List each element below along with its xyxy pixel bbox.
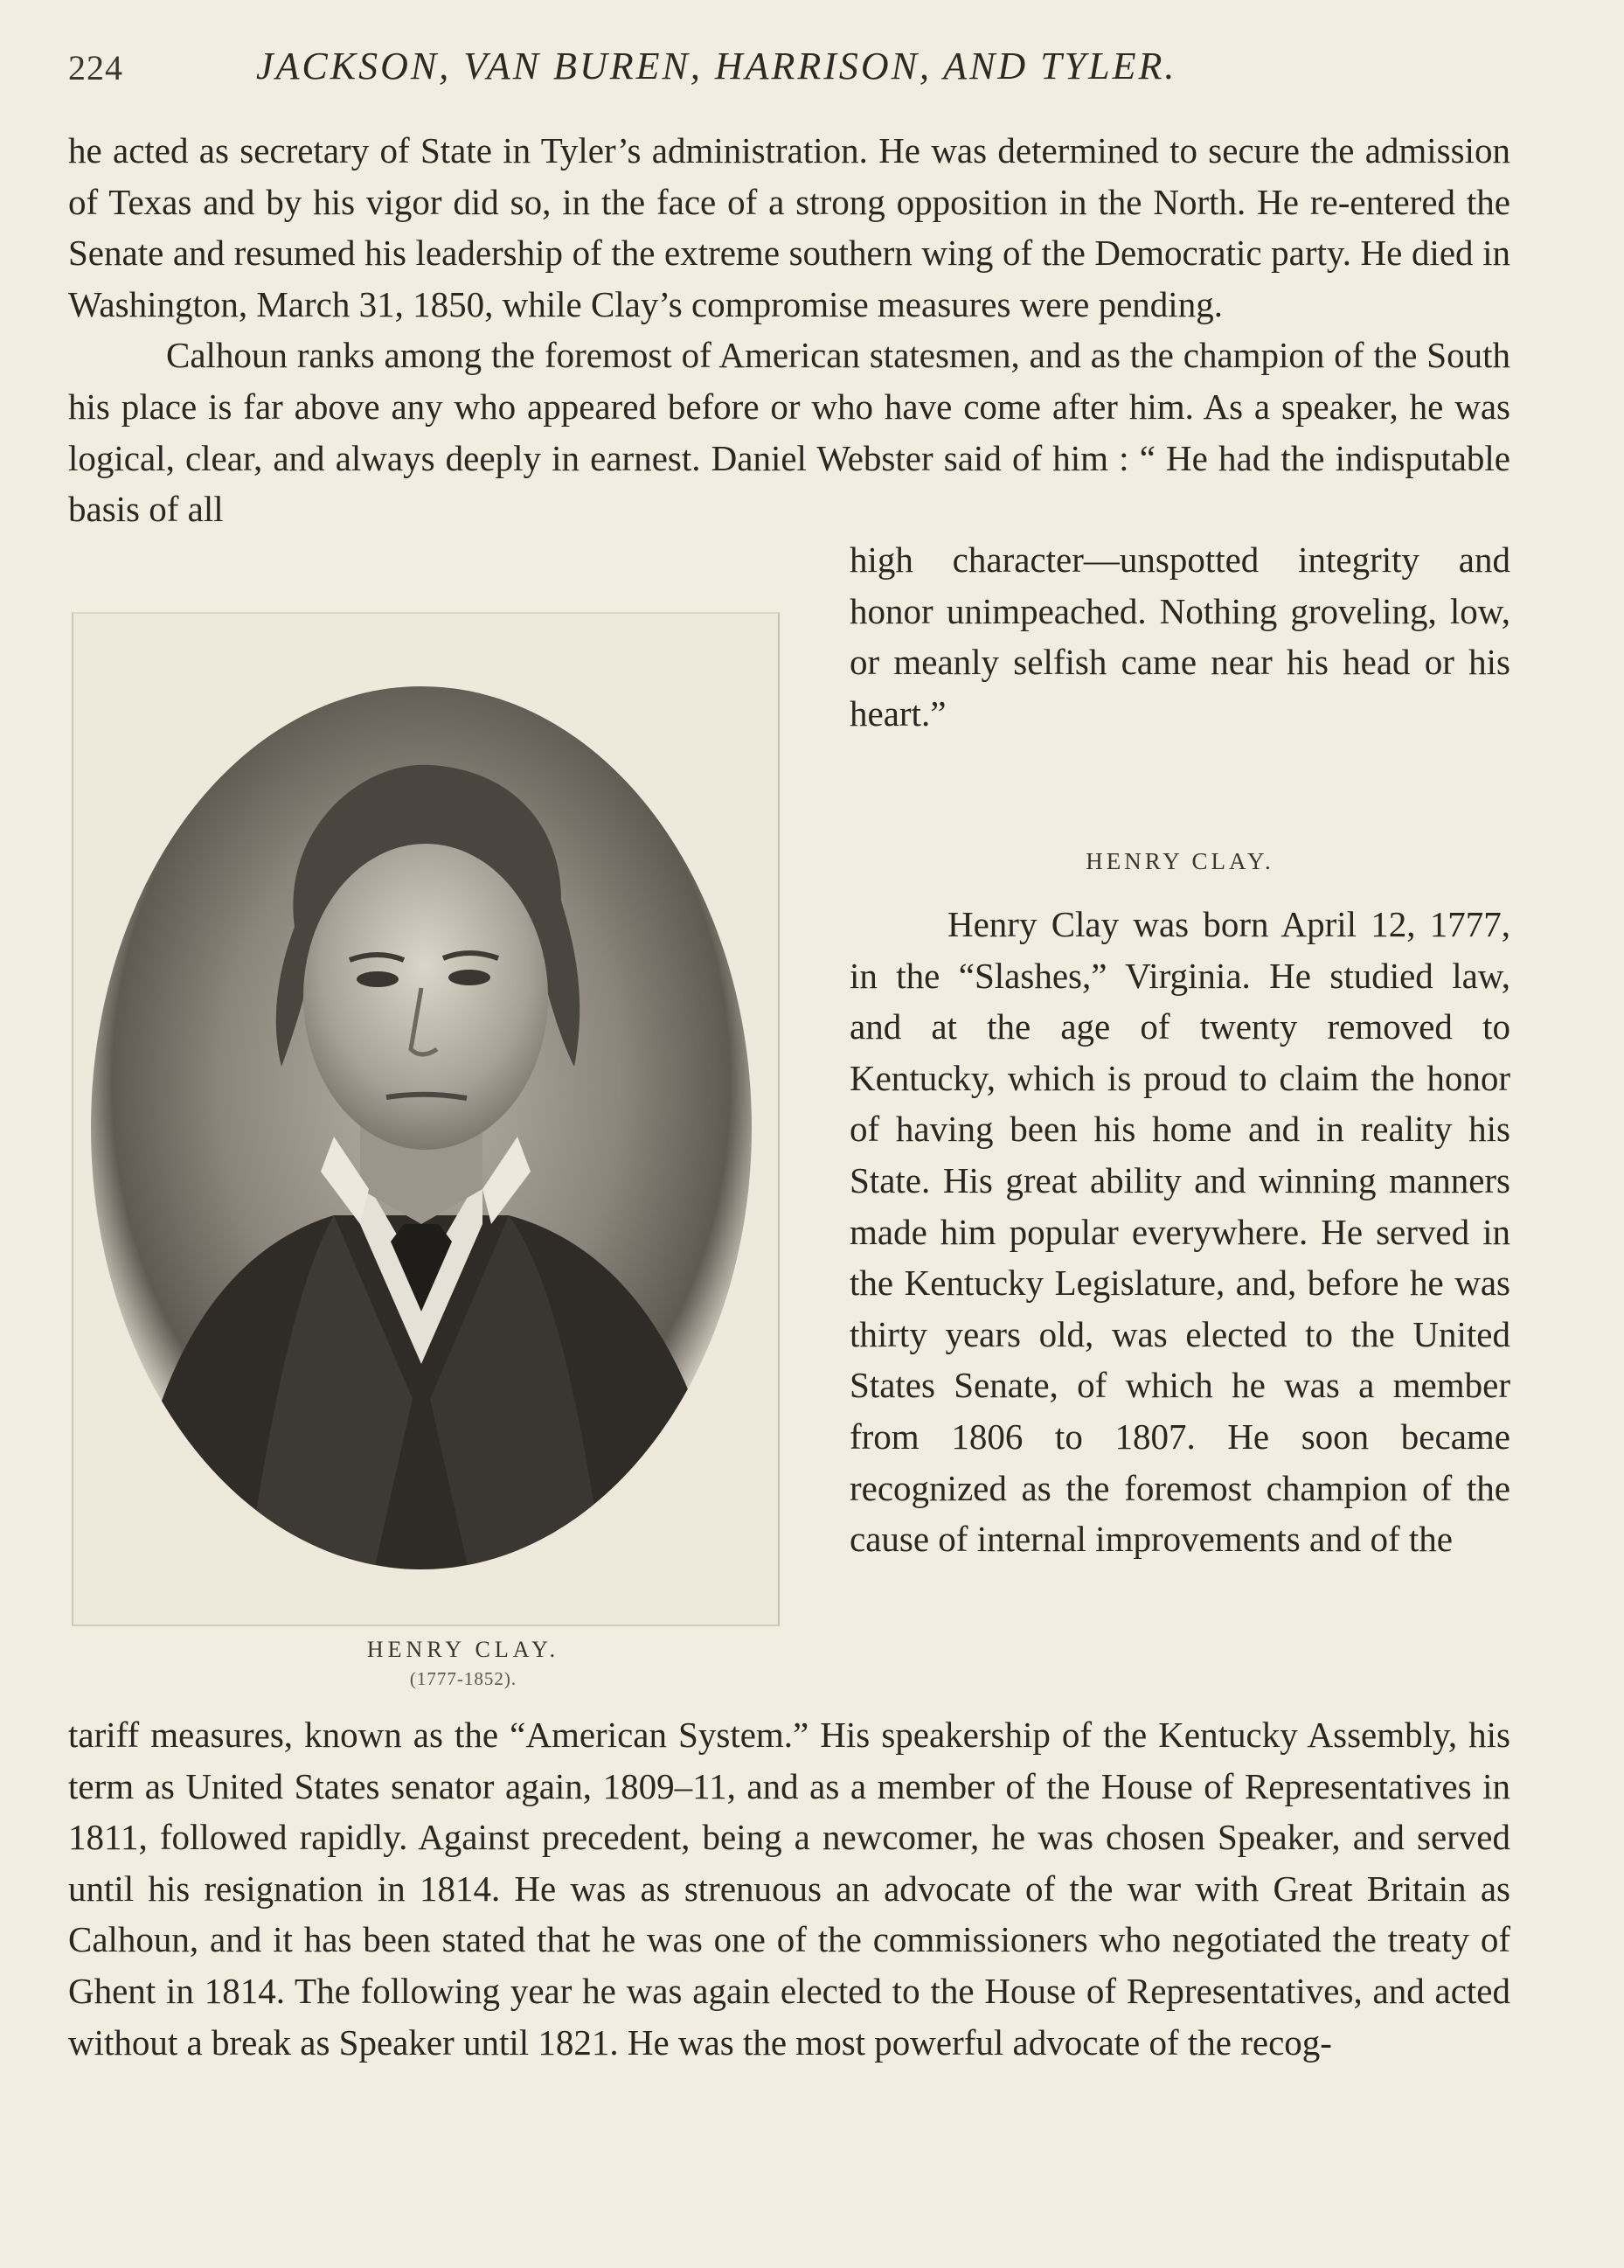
paragraph-calhoun-rank: Calhoun ranks among the foremost of American statesmen, and as the champion of the South his place is far above any who appeared before or who have come after him. As a speaker, he was logical, clear, and always deeply in earnest. Daniel Webster said of him : “ He had the indisputable basis of all bbox=[68, 335, 1510, 530]
figure-caption-name: HENRY CLAY. bbox=[366, 1637, 560, 1662]
page-header bbox=[68, 42, 1502, 103]
top-text-block bbox=[68, 125, 1510, 535]
side-text-block-calhoun bbox=[850, 534, 1510, 739]
bottom-text-block bbox=[68, 1709, 1510, 2068]
paragraph-calhoun-end: he acted as secretary of State in Tyler’s administration. He was determined to secure the admission of Texas and by his vigor did so, in the face of a strong opposition in the North. He re-entered the Senate and resumed his leadership of the extreme southern wing of the Democratic party. He died in Washington, March 31, 1850, while Clay’s compromise measures were pending. bbox=[68, 130, 1510, 324]
side-text-block-clay bbox=[850, 899, 1510, 1565]
figure-caption-years: (1777-1852). bbox=[409, 1668, 517, 1689]
portrait-figure bbox=[72, 612, 780, 1626]
paragraph-clay-intro: Henry Clay was born April 12, 1777, in the “Slashes,” Virginia. He studied law, and at the age of twenty removed to Kentucky, which is proud to claim the honor of having been his home and in reality his State. His great ability and winning manners made him popular everywhere. He served in the Kentucky Legislature, and, before he was thirty years old, was elected to the United States Senate, of which he was a member from 1806 to 1807. He soon became recognized as the foremost champion of the cause of internal improvements and of the bbox=[850, 904, 1510, 1560]
portrait-image bbox=[72, 612, 780, 1626]
page-number: 224 bbox=[68, 48, 123, 87]
section-heading: HENRY CLAY. bbox=[1086, 848, 1274, 874]
paragraph-calhoun-quote-end: high character—unspotted integrity and honor unimpeached. Nothing groveling, low, or meanly selfish came near his head or his heart.” bbox=[850, 539, 1510, 734]
paragraph-clay-continued: tariff measures, known as the “American System.” His speakership of the Kentucky Assembly, his term as United States senator again, 1809–11, and as a member of the House of Representatives in 1811, followed rapidly. Against precedent, being a newcomer, he was chosen Speaker, and served until his resignation in 1814. He was as strenuous an advocate of the war with Great Britain as Calhoun, and it has been stated that he was one of the commissioners who negotiated the treaty of Ghent in 1814. The following year he was again elected to the House of Representatives, and acted without a break as Speaker until 1821. He was the most powerful advocate of the recog- bbox=[68, 1715, 1510, 2063]
running-title: JACKSON, VAN BUREN, HARRISON, AND TYLER. bbox=[256, 45, 1177, 87]
